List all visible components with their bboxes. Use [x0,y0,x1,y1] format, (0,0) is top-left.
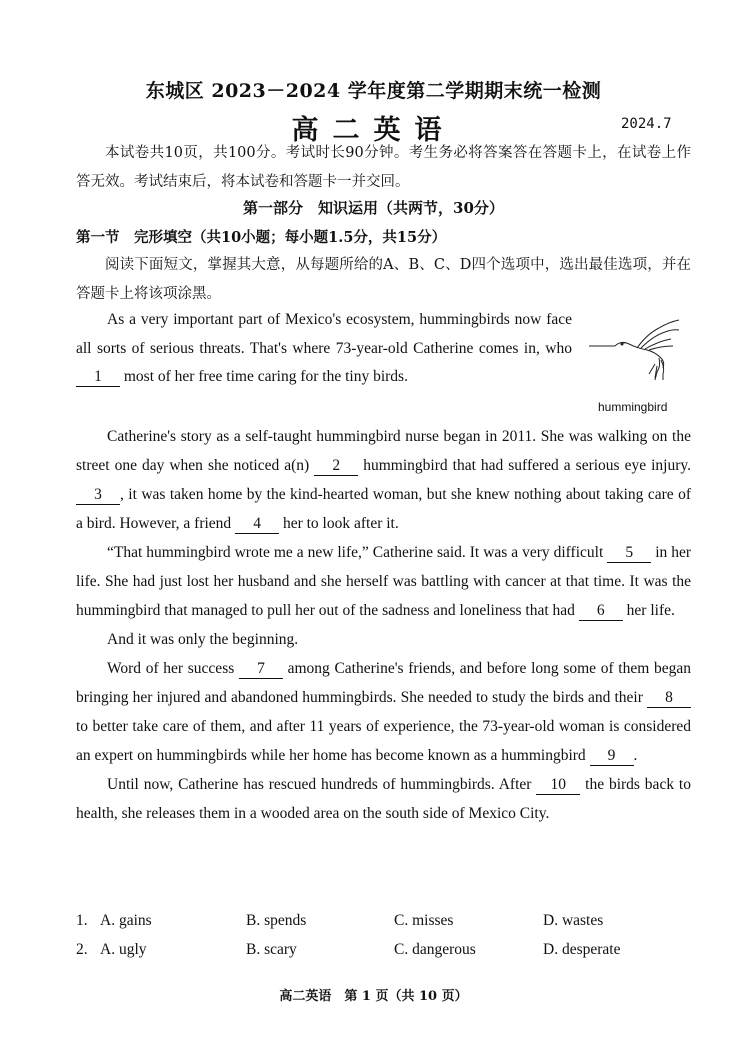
passage-text: her life. [626,602,675,619]
passage-text: . [633,747,638,764]
passage-text: As a very important part of Mexico's ecosystem, hummingbirds now face all sorts of serious threats. That's where 73-year-old Catherine comes in, who [76,311,572,357]
blank-4: 4 [235,515,279,534]
passage-text: “That hummingbird wrote me a new life,” Catherine said. It was a very difficult [107,544,604,561]
passage-text: Catherine's story as a self-taught hummingbird nurse began in 2011. She was walking on the street one day when she noticed a(n) [76,428,691,474]
paragraph [76,538,691,625]
directions: 阅读下面短文，掌握其大意，从每题所给的A、B、C、D四个选项中，选出最佳选项，并在答题卡上将该项涂黑。 [76,257,691,302]
options-list [76,912,696,970]
question-row [76,941,696,970]
exam-title: 东城区 2023－2024 学年度第二学期期末统一检测 [145,80,602,102]
passage-text: the birds back to health, she releases them in a wooded area on the south side of Mexico City. [76,776,691,822]
question-number: 1. [76,912,88,929]
blank-1: 1 [76,368,120,387]
paragraph [76,625,691,654]
passage-text: , it was taken home by the kind-hearted woman, but she knew nothing about taking care of a bird. However, a friend [76,486,691,532]
option-b: B. scary [246,941,297,958]
passage-text: to better take care of them, and after 11 years of experience, the 73-year-old woman is considered an expert on hummingbirds while her home has become known as a hummingbird [76,718,691,764]
blank-9: 9 [590,747,634,766]
blank-5: 5 [607,544,651,563]
passage-text: hummingbird that had suffered a serious eye injury. [363,457,692,474]
option-b: B. spends [246,912,307,929]
image-caption: hummingbird [598,400,668,414]
blank-2: 2 [314,457,358,476]
blank-7: 7 [239,660,283,679]
passage-text: her to look after it. [282,515,399,532]
question-number: 2. [76,941,88,958]
paragraph [76,770,691,828]
passage-text: And it was only the beginning. [107,631,299,648]
hummingbird-icon [585,318,695,390]
option-d: D. wastes [543,912,604,929]
page-footer: 高二英语 第 1 页（共 10 页） [279,989,468,1004]
paragraph [76,654,691,770]
paragraph [76,422,691,538]
blank-6: 6 [579,602,623,621]
blank-10: 10 [536,776,580,795]
blank-3: 3 [76,486,120,505]
passage-text: Word of her success [107,660,235,677]
passage-body [76,422,691,828]
option-a: A. gains [100,912,152,929]
option-a: A. ugly [100,941,147,958]
instructions: 本试卷共10页，共100分。考试时长90分钟。考生务必将答案答在答题卡上，在试卷上作答无效。考试结束后，将本试卷和答题卡一并交回。 [76,145,691,190]
option-c: C. misses [394,912,454,929]
section-heading: 第一节 完形填空（共10小题；每小题1.5分，共15分） [76,229,447,246]
passage-text: among Catherine's friends, and before long some of them began bringing her injured and abandoned hummingbirds. She needed to study the birds and their [76,660,691,706]
passage-intro [76,306,572,392]
option-c: C. dangerous [394,941,476,958]
passage-text: Until now, Catherine has rescued hundreds of hummingbirds. After [107,776,532,793]
option-d: D. desperate [543,941,621,958]
blank-8: 8 [647,689,691,708]
part-heading: 第一部分 知识运用（共两节，30分） [243,199,504,217]
subject-title: 高二英语 [291,115,456,146]
passage-text: most of her free time caring for the tiny birds. [123,368,408,385]
exam-date: 2024.7 [621,116,672,132]
passage-text: in her life. She had just lost her husband and she herself was battling with cancer at that time. It was the hummingbird that managed to pull her out of the sadness and loneliness that had [76,544,692,619]
question-row [76,912,696,941]
